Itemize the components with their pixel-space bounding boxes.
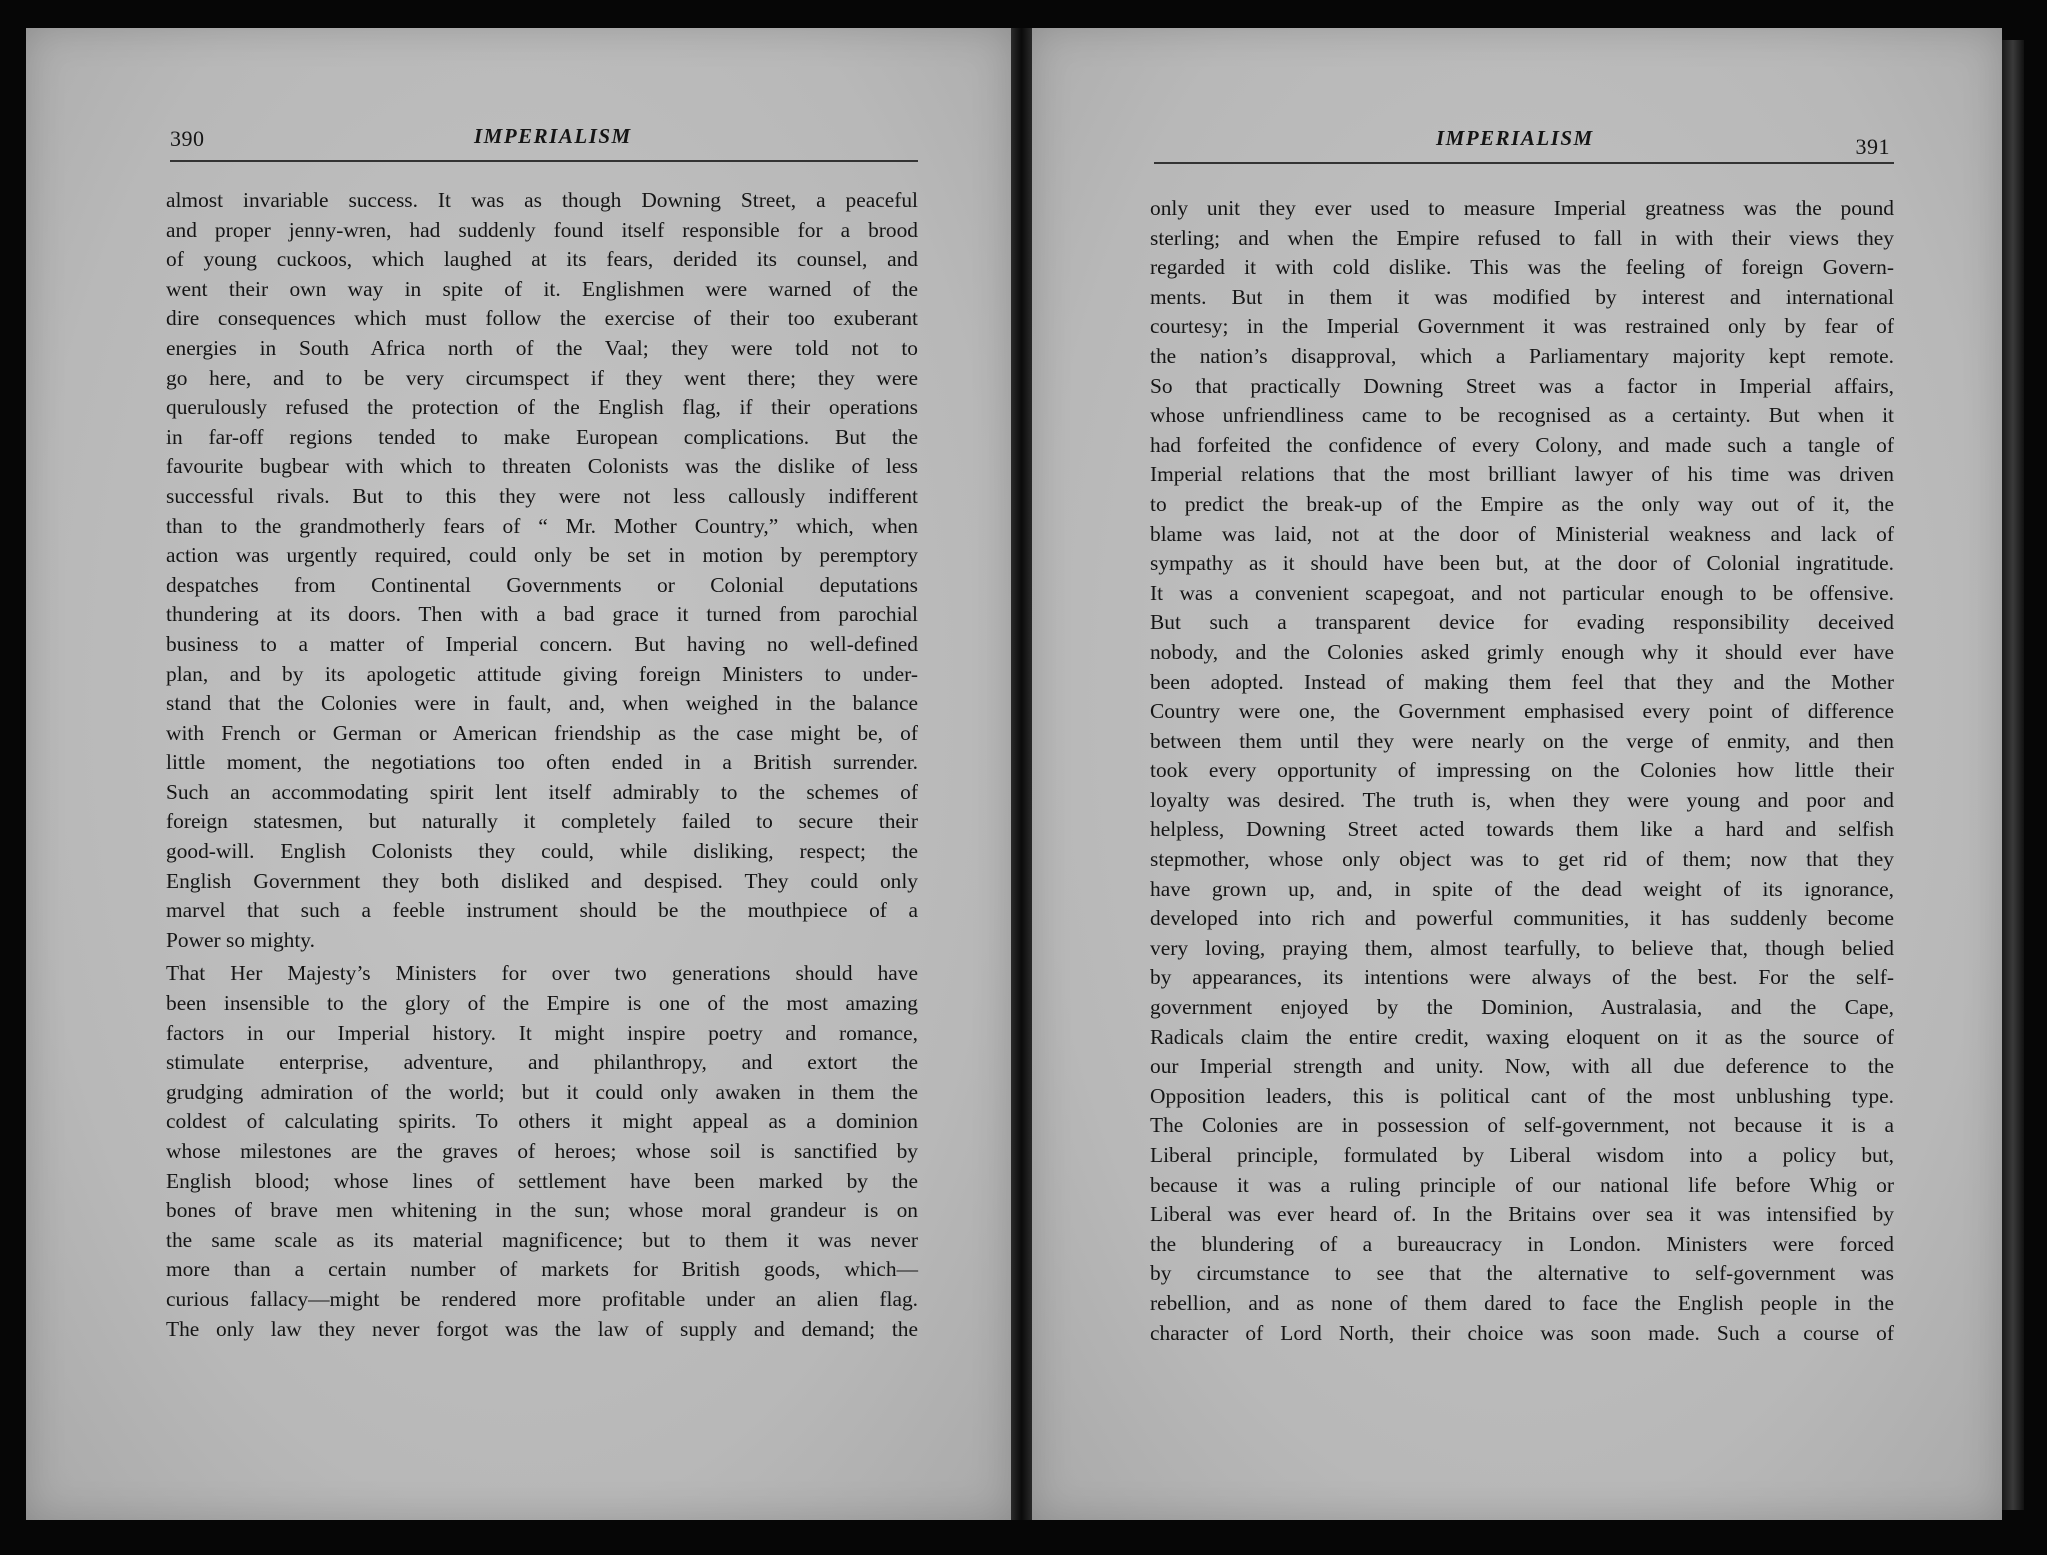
text-line: good-will. English Colonists they could, while disliking, respect; the <box>166 839 918 864</box>
text-line: in far-off regions tended to make European complications. But the <box>166 424 918 449</box>
text-line: of young cuckoos, which laughed at its fears, derided its counsel, and <box>166 247 918 272</box>
right-page-header <box>1154 122 1894 164</box>
text-line: Opposition leaders, this is political cant of the most unblushing type. <box>1150 1083 1894 1108</box>
text-line: our Imperial strength and unity. Now, with all due deference to the <box>1150 1054 1894 1079</box>
running-title: IMPERIALISM <box>1436 126 1594 150</box>
text-line: because it was a ruling principle of our national life before Whig or <box>1150 1172 1894 1197</box>
text-line: the nation’s disapproval, which a Parliamentary majority kept remote. <box>1150 343 1894 368</box>
text-line: querulously refused the protection of the English flag, if their operations <box>166 395 918 420</box>
text-line: successful rivals. But to this they were not less callously indifferent <box>166 483 918 508</box>
text-line: Such an accommodating spirit lent itself admirably to the schemes of <box>166 779 918 804</box>
text-line: between them until they were nearly on the verge of enmity, and then <box>1150 728 1894 753</box>
text-line: Power so mighty. <box>166 927 315 952</box>
text-line: regarded it with cold dislike. This was the feeling of foreign Govern- <box>1150 255 1894 280</box>
text-line: only unit they ever used to measure Imperial greatness was the pound <box>1150 196 1894 220</box>
text-line: had forfeited the confidence of every Colony, and made such a tangle of <box>1150 432 1894 457</box>
text-line: But such a transparent device for evading responsibility deceived <box>1150 610 1894 635</box>
right-page-body <box>1150 194 1894 1348</box>
text-line: Imperial relations that the most brilliant lawyer of his time was driven <box>1150 462 1894 487</box>
text-line: coldest of calculating spirits. To others it might appeal as a dominion <box>166 1109 918 1134</box>
text-line: curious fallacy—might be rendered more profitable under an alien flag. <box>166 1286 918 1311</box>
text-line: English blood; whose lines of settlement have been marked by the <box>166 1168 918 1193</box>
running-title: IMPERIALISM <box>474 124 632 148</box>
text-line: despatches from Continental Governments or Colonial deputations <box>166 572 918 597</box>
text-line: than to the grandmotherly fears of “ Mr. Mother Country,” which, when <box>166 513 918 538</box>
text-line: nobody, and the Colonies asked grimly enough why it should ever have <box>1150 639 1894 664</box>
text-line: by appearances, its intentions were always of the best. For the self- <box>1150 965 1894 990</box>
text-line: have grown up, and, in spite of the dead weight of its ignorance, <box>1150 876 1894 901</box>
text-line: by circumstance to see that the alternative to self-government was <box>1150 1261 1894 1286</box>
text-line: rebellion, and as none of them dared to face the English people in the <box>1150 1290 1894 1315</box>
left-page-header <box>170 120 918 162</box>
text-line: marvel that such a feeble instrument should be the mouthpiece of a <box>166 898 918 923</box>
text-line: went their own way in spite of it. Englishmen were warned of the <box>166 276 918 301</box>
text-line: blame was laid, not at the door of Ministerial weakness and lack of <box>1150 521 1894 546</box>
text-line: the same scale as its material magnificence; but to them it was never <box>166 1227 918 1252</box>
text-line: loyalty was desired. The truth is, when they were young and poor and <box>1150 787 1894 812</box>
text-line: That Her Majesty’s Ministers for over two generations should have <box>166 961 918 986</box>
page-number: 391 <box>1855 134 1890 159</box>
text-line: courtesy; in the Imperial Government it was restrained only by fear of <box>1150 314 1894 339</box>
text-line: been insensible to the glory of the Empire is one of the most amazing <box>166 991 918 1016</box>
text-line: favourite bugbear with which to threaten Colonists was the dislike of less <box>166 454 918 479</box>
text-line: stand that the Colonies were in fault, and, when weighed in the balance <box>166 691 918 716</box>
text-line: dire consequences which must follow the exercise of their too exuberant <box>166 306 918 331</box>
text-line: So that practically Downing Street was a factor in Imperial affairs, <box>1150 373 1894 398</box>
text-line: sterling; and when the Empire refused to fall in with their views they <box>1150 225 1894 250</box>
text-line: to predict the break-up of the Empire as the only way out of it, the <box>1150 491 1894 516</box>
page-number: 390 <box>170 126 205 151</box>
text-line: helpless, Downing Street acted towards them like a hard and selfish <box>1150 817 1894 842</box>
text-line: whose unfriendliness came to be recognised as a certainty. But when it <box>1150 403 1894 428</box>
text-line: developed into rich and powerful communities, it has suddenly become <box>1150 906 1894 931</box>
text-line: plan, and by its apologetic attitude giving foreign Ministers to under- <box>166 661 918 686</box>
text-line: stimulate enterprise, adventure, and philanthropy, and extort the <box>166 1050 918 1075</box>
text-line: the blundering of a bureaucracy in London. Ministers were forced <box>1150 1231 1894 1256</box>
text-line: action was urgently required, could only be set in motion by peremptory <box>166 543 918 568</box>
text-line: ments. But in them it was modified by interest and international <box>1150 284 1894 309</box>
text-line: more than a certain number of markets for British goods, which— <box>166 1257 918 1282</box>
text-line: go here, and to be very circumspect if they went there; they were <box>166 365 918 390</box>
text-line: energies in South Africa north of the Vaal; they were told not to <box>166 335 918 360</box>
text-line: English Government they both disliked and despised. They could only <box>166 868 918 893</box>
text-line: stepmother, whose only object was to get rid of them; now that they <box>1150 847 1894 872</box>
text-line: The only law they never forgot was the law of supply and demand; the <box>166 1316 918 1341</box>
text-line: Country were one, the Government emphasised every point of difference <box>1150 699 1894 724</box>
text-line: Liberal was ever heard of. In the Britains over sea it was intensified by <box>1150 1202 1894 1227</box>
text-line: almost invariable success. It was as though Downing Street, a peaceful <box>166 188 918 212</box>
text-line: factors in our Imperial history. It might inspire poetry and romance, <box>166 1020 918 1045</box>
text-line: It was a convenient scapegoat, and not particular enough to be offensive. <box>1150 580 1894 605</box>
text-line: Radicals claim the entire credit, waxing eloquent on it as the source of <box>1150 1024 1894 1049</box>
text-line: thundering at its doors. Then with a bad grace it turned from parochial <box>166 602 918 627</box>
text-line: government enjoyed by the Dominion, Australasia, and the Cape, <box>1150 995 1894 1020</box>
text-line: Liberal principle, formulated by Liberal wisdom into a policy but, <box>1150 1143 1894 1167</box>
text-line: and proper jenny-wren, had suddenly found itself responsible for a brood <box>166 217 918 242</box>
text-line: character of Lord North, their choice was soon made. Such a course of <box>1150 1320 1894 1345</box>
text-line: foreign statesmen, but naturally it completely failed to secure their <box>166 809 918 834</box>
text-line: took every opportunity of impressing on the Colonies how little their <box>1150 758 1894 783</box>
text-line: very loving, praying them, almost tearfully, to believe that, though belied <box>1150 935 1894 960</box>
text-line: grudging admiration of the world; but it could only awaken in them the <box>166 1079 918 1104</box>
text-line: little moment, the negotiations too often ended in a British surrender. <box>166 750 918 775</box>
text-line: bones of brave men whitening in the sun; whose moral grandeur is on <box>166 1198 918 1223</box>
text-line: with French or German or American friendship as the case might be, of <box>166 720 918 745</box>
left-page <box>26 28 1011 1520</box>
text-line: whose milestones are the graves of heroes; whose soil is sanctified by <box>166 1139 918 1163</box>
text-line: sympathy as it should have been but, at the door of Colonial ingratitude. <box>1150 551 1894 576</box>
text-line: The Colonies are in possession of self-government, not because it is a <box>1150 1113 1894 1138</box>
book-spine <box>1011 28 1032 1520</box>
text-line: business to a matter of Imperial concern. But having no well-defined <box>166 631 918 656</box>
text-line: been adopted. Instead of making them feel that they and the Mother <box>1150 669 1894 694</box>
right-page <box>1032 28 2002 1520</box>
left-page-body <box>166 186 918 1344</box>
page-edge <box>2002 40 2024 1510</box>
